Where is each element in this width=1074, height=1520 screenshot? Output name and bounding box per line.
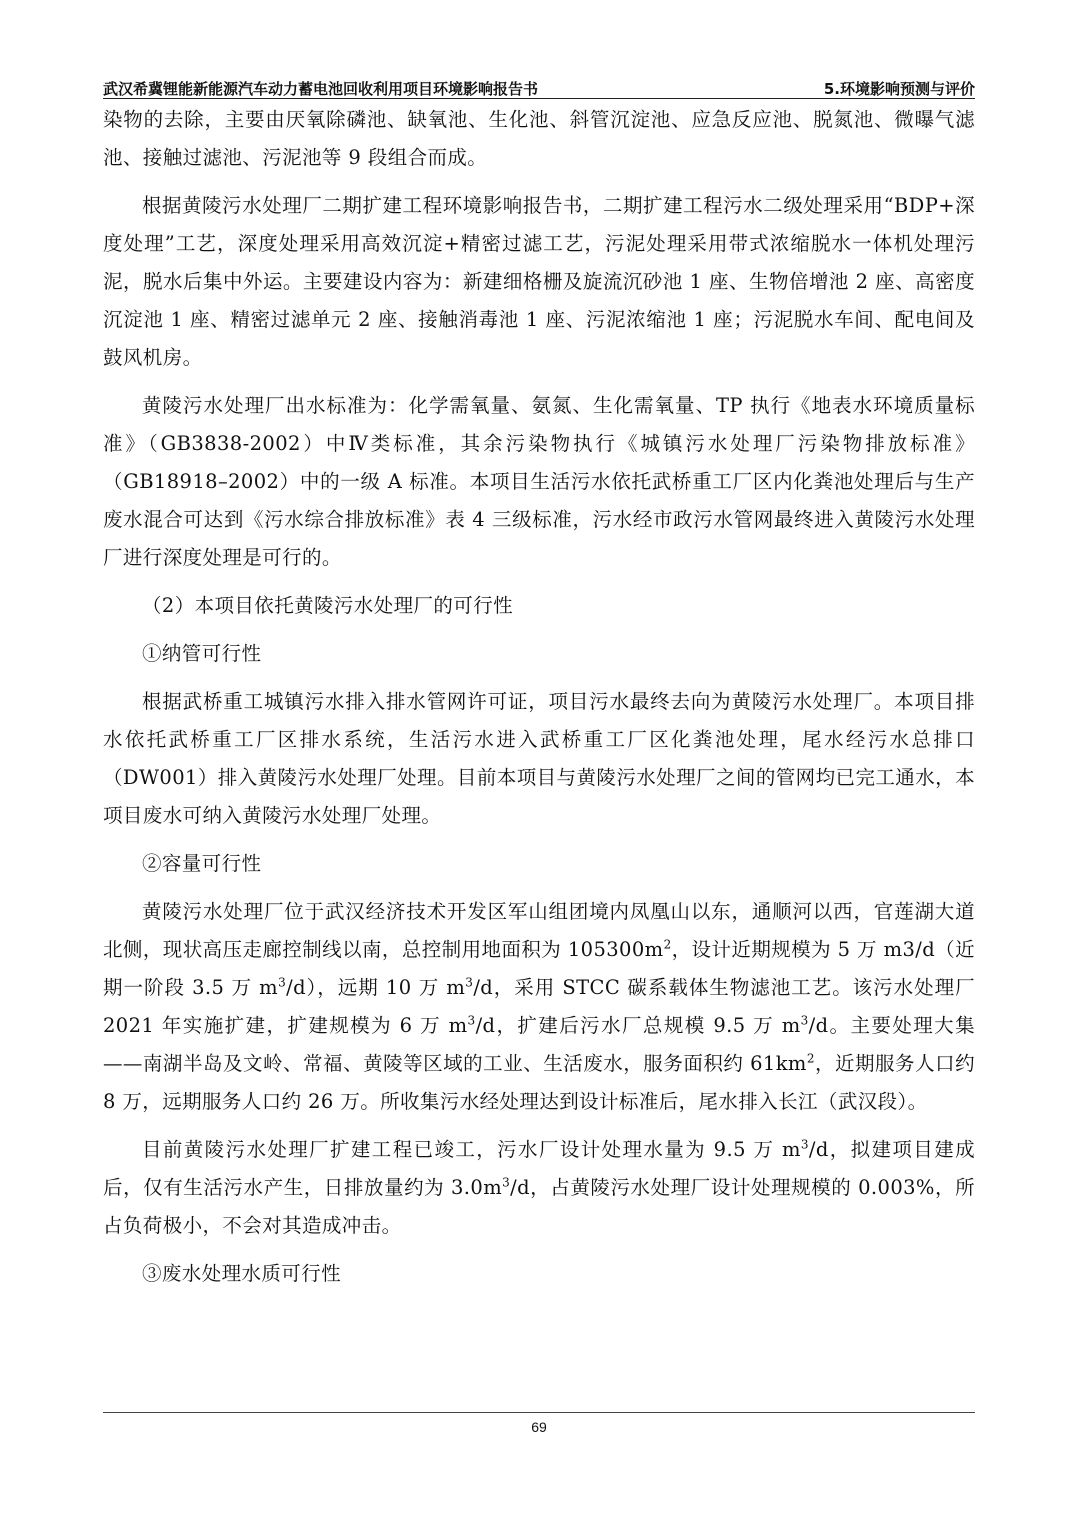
paragraph-pipe-feasibility: 根据武桥重工城镇污水排入排水管网许可证，项目污水最终去向为黄陵污水处理厂。本项目排水依托武桥重工厂区排水系统，生活污水进入武桥重工厂区化粪池处理，尾水经污水总排口（DW001）排入黄陵污水处理厂处理。目前本项目与黄陵污水处理厂之间的管网均已完工通水，本项目废水可纳入黄陵污水处理厂处理。 [103,690,975,827]
superscript-3: 3 [278,975,287,990]
subheading-pipe-feasibility: ①纳管可行性 [142,642,262,665]
paragraph-treatment-process: 染物的去除，主要由厌氧除磷池、缺氧池、生化池、斜管沉淀池、应急反应池、脱氮池、微曝气滤池、接触过滤池、污泥池等 9 段组合而成。 [103,108,975,169]
capacity-text-d: /d，采用 STCC 碳系载体生物滤池工艺。该污水处理厂 2021 年实施扩建，扩建规模为 6 万 m [103,976,975,1037]
subheading-water-quality-feasibility: ③废水处理水质可行性 [142,1262,342,1285]
paragraph-plant-capacity [103,893,975,1121]
superscript-3: 3 [465,975,474,990]
header-rule [103,98,975,99]
capacity-text-c: /d），远期 10 万 m [286,976,466,999]
page-number: 69 [531,1419,547,1435]
chapter-title: 5.环境影响预测与评价 [823,80,975,98]
subheading-capacity-feasibility: ②容量可行性 [142,852,262,875]
capacity-text-g: ，近期服务人口约 8 万，远期服务人口约 26 万。所收集污水经处理达到设计标准后，尾水排入长江（武汉段）。 [103,1052,976,1113]
superscript-3: 3 [467,1013,476,1028]
load-text-c: /d，占黄陵污水处理厂设计处理规模的 0.003%，所占负荷极小，不会对其造成冲击。 [103,1176,975,1237]
report-title: 武汉希冀锂能新能源汽车动力蓄电池回收利用项目环境影响报告书 [103,80,539,98]
page-header [103,78,975,98]
footer-rule [103,1412,975,1413]
section-heading-feasibility: （2）本项目依托黄陵污水处理厂的可行性 [142,594,514,617]
superscript-3: 3 [800,1013,809,1028]
capacity-text-b: ，设计近期规模为 5 万 m3/d（近期一阶段 3.5 万 m [103,938,975,999]
paragraph-phase-two-expansion: 根据黄陵污水处理厂二期扩建工程环境影响报告书，二期扩建工程污水二级处理采用“BDP+深度处理”工艺，深度处理采用高效沉淀+精密过滤工艺，污泥处理采用带式浓缩脱水一体机处理污泥，脱水后集中外运。主要建设内容为：新建细格栅及旋流沉砂池 1 座、生物倍增池 2 座、高密度沉淀池 1 座、精密过滤单元 2 座、接触消毒池 1 座、污泥浓缩池 1 座；污泥脱水车间、配电间及鼓风机房。 [103,194,975,369]
capacity-text-f: /d。主要处理大集——南湖半岛及文岭、常福、黄陵等区域的工业、生活废水，服务面积约 61km [103,1014,976,1075]
superscript-2: 2 [806,1051,815,1066]
paragraph-discharge-standard: 黄陵污水处理厂出水标准为：化学需氧量、氨氮、生化需氧量、TP 执行《地表水环境质量标准》（GB3838-2002）中Ⅳ类标准，其余污染物执行《城镇污水处理厂污染物排放标准》（GB18918–2002）中的一级 A 标准。本项目生活污水依托武桥重工厂区内化粪池处理后与生产废水混合可达到《污水综合排放标准》表 4 三级标准，污水经市政污水管网最终进入黄陵污水处理厂进行深度处理是可行的。 [103,394,975,569]
paragraph-load-impact [103,1131,975,1245]
superscript-2: 2 [663,937,672,952]
load-text-b: /d，拟建项目建成后，仅有生活污水产生，日排放量约为 3.0m [103,1138,975,1199]
document-body [103,101,975,1303]
load-text-a: 目前黄陵污水处理厂扩建工程已竣工，污水厂设计处理水量为 9.5 万 m [142,1138,801,1161]
capacity-text-a: 黄陵污水处理厂位于武汉经济技术开发区军山组团境内凤凰山以东，通顺河以西，官莲湖大道北侧，现状高压走廊控制线以南，总控制用地面积为 105300m [103,900,975,961]
capacity-text-e: /d，扩建后污水厂总规模 9.5 万 m [475,1014,801,1037]
superscript-3: 3 [800,1137,809,1152]
superscript-3: 3 [502,1175,511,1190]
